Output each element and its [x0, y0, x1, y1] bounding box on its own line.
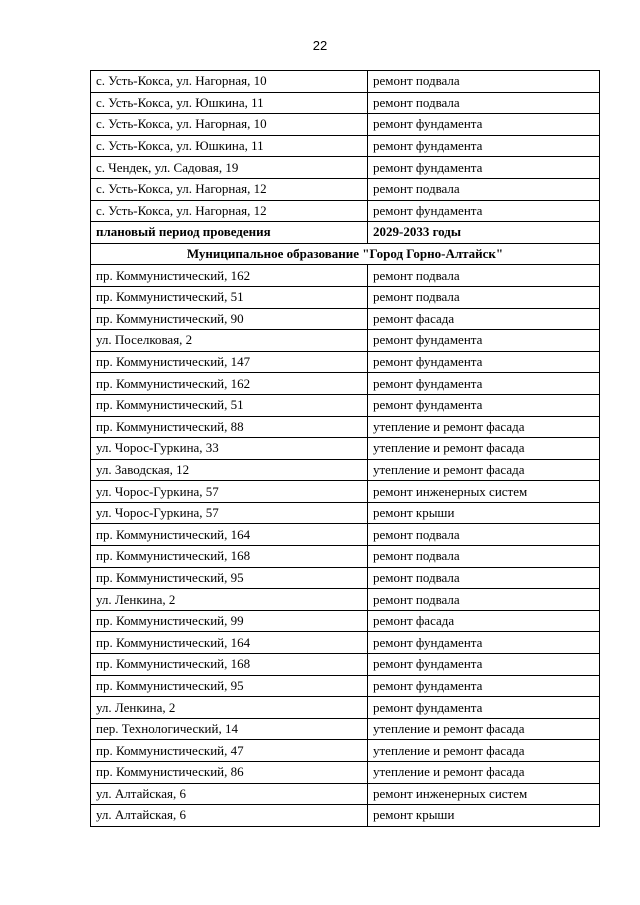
address-cell: пр. Коммунистический, 162 [91, 373, 368, 395]
address-cell: ул. Алтайская, 6 [91, 805, 368, 827]
table-row [91, 265, 600, 287]
table-row [91, 308, 600, 330]
table-row [91, 438, 600, 460]
table-row [91, 675, 600, 697]
table-row [91, 502, 600, 524]
work-type-cell: ремонт фундамента [368, 351, 600, 373]
address-cell: с. Усть-Кокса, ул. Юшкина, 11 [91, 135, 368, 157]
table-row [91, 200, 600, 222]
work-type-cell: ремонт подвала [368, 178, 600, 200]
work-type-cell: ремонт подвала [368, 589, 600, 611]
address-cell: пр. Коммунистический, 164 [91, 524, 368, 546]
address-cell: пр. Коммунистический, 162 [91, 265, 368, 287]
address-cell: пр. Коммунистический, 51 [91, 286, 368, 308]
table-row [91, 330, 600, 352]
work-type-cell: ремонт крыши [368, 805, 600, 827]
work-type-cell: утепление и ремонт фасада [368, 459, 600, 481]
table-row [91, 610, 600, 632]
table-row [91, 632, 600, 654]
address-cell: ул. Чорос-Гуркина, 57 [91, 502, 368, 524]
table-row [91, 459, 600, 481]
work-type-cell: ремонт фасада [368, 610, 600, 632]
address-cell: с. Усть-Кокса, ул. Нагорная, 10 [91, 114, 368, 136]
table-row [91, 157, 600, 179]
work-type-cell: ремонт подвала [368, 71, 600, 93]
table-row [91, 654, 600, 676]
address-cell: пр. Коммунистический, 168 [91, 546, 368, 568]
work-type-cell: ремонт фундамента [368, 200, 600, 222]
table-body-top [91, 71, 600, 222]
table-row [91, 805, 600, 827]
table-row [91, 92, 600, 114]
table-row [91, 783, 600, 805]
table-row [91, 589, 600, 611]
address-cell: ул. Чорос-Гуркина, 33 [91, 438, 368, 460]
repair-table [90, 70, 600, 827]
table-row [91, 524, 600, 546]
table-row [91, 481, 600, 503]
address-cell: пр. Коммунистический, 88 [91, 416, 368, 438]
table-row [91, 71, 600, 93]
work-type-cell: ремонт крыши [368, 502, 600, 524]
work-type-cell: ремонт фундамента [368, 654, 600, 676]
work-type-cell: ремонт инженерных систем [368, 481, 600, 503]
table-row [91, 416, 600, 438]
page-number: 22 [312, 38, 328, 53]
work-type-cell: ремонт подвала [368, 567, 600, 589]
work-type-cell: утепление и ремонт фасада [368, 740, 600, 762]
table-row [91, 567, 600, 589]
work-type-cell: утепление и ремонт фасада [368, 438, 600, 460]
work-type-cell: ремонт фундамента [368, 114, 600, 136]
address-cell: ул. Алтайская, 6 [91, 783, 368, 805]
table-row [91, 351, 600, 373]
work-type-cell: ремонт фундамента [368, 330, 600, 352]
table-body-bottom [91, 265, 600, 826]
table-section-header [91, 222, 600, 265]
address-cell: пр. Коммунистический, 95 [91, 567, 368, 589]
work-type-cell: ремонт подвала [368, 524, 600, 546]
table-row [91, 394, 600, 416]
table-row [91, 697, 600, 719]
address-cell: с. Усть-Кокса, ул. Нагорная, 12 [91, 178, 368, 200]
work-type-cell: утепление и ремонт фасада [368, 718, 600, 740]
work-type-cell: ремонт фундамента [368, 394, 600, 416]
address-cell: с. Усть-Кокса, ул. Нагорная, 10 [91, 71, 368, 93]
work-type-cell: утепление и ремонт фасада [368, 416, 600, 438]
address-cell: с. Усть-Кокса, ул. Юшкина, 11 [91, 92, 368, 114]
work-type-cell: ремонт фундамента [368, 697, 600, 719]
table-row [91, 135, 600, 157]
work-type-cell: ремонт фундамента [368, 632, 600, 654]
work-type-cell: ремонт фундамента [368, 373, 600, 395]
work-type-cell: ремонт фундамента [368, 675, 600, 697]
address-cell: пр. Коммунистический, 147 [91, 351, 368, 373]
address-cell: с. Усть-Кокса, ул. Нагорная, 12 [91, 200, 368, 222]
address-cell: пр. Коммунистический, 47 [91, 740, 368, 762]
address-cell: ул. Поселковая, 2 [91, 330, 368, 352]
address-cell: пр. Коммунистический, 90 [91, 308, 368, 330]
table-row [91, 373, 600, 395]
address-cell: пр. Коммунистический, 164 [91, 632, 368, 654]
work-type-cell: ремонт подвала [368, 546, 600, 568]
period-value: 2029-2033 годы [368, 222, 600, 244]
address-cell: ул. Чорос-Гуркина, 57 [91, 481, 368, 503]
address-cell: пр. Коммунистический, 99 [91, 610, 368, 632]
municipality-title: Муниципальное образование "Город Горно-Алтайск" [91, 243, 600, 265]
work-type-cell: ремонт подвала [368, 265, 600, 287]
address-cell: пр. Коммунистический, 51 [91, 394, 368, 416]
work-type-cell: утепление и ремонт фасада [368, 762, 600, 784]
work-type-cell: ремонт фундамента [368, 157, 600, 179]
period-label: плановый период проведения [91, 222, 368, 244]
address-cell: пр. Коммунистический, 86 [91, 762, 368, 784]
table-row [91, 740, 600, 762]
table-row [91, 718, 600, 740]
table-row [91, 178, 600, 200]
table-row [91, 762, 600, 784]
address-cell: пр. Коммунистический, 168 [91, 654, 368, 676]
work-type-cell: ремонт фундамента [368, 135, 600, 157]
municipality-row [91, 243, 600, 265]
address-cell: ул. Заводская, 12 [91, 459, 368, 481]
work-type-cell: ремонт инженерных систем [368, 783, 600, 805]
table-row [91, 286, 600, 308]
address-cell: ул. Ленкина, 2 [91, 589, 368, 611]
work-type-cell: ремонт подвала [368, 92, 600, 114]
work-type-cell: ремонт фасада [368, 308, 600, 330]
address-cell: пр. Коммунистический, 95 [91, 675, 368, 697]
address-cell: ул. Ленкина, 2 [91, 697, 368, 719]
address-cell: пер. Технологический, 14 [91, 718, 368, 740]
address-cell: с. Чендек, ул. Садовая, 19 [91, 157, 368, 179]
table-row [91, 546, 600, 568]
work-type-cell: ремонт подвала [368, 286, 600, 308]
table-row [91, 114, 600, 136]
period-row [91, 222, 600, 244]
